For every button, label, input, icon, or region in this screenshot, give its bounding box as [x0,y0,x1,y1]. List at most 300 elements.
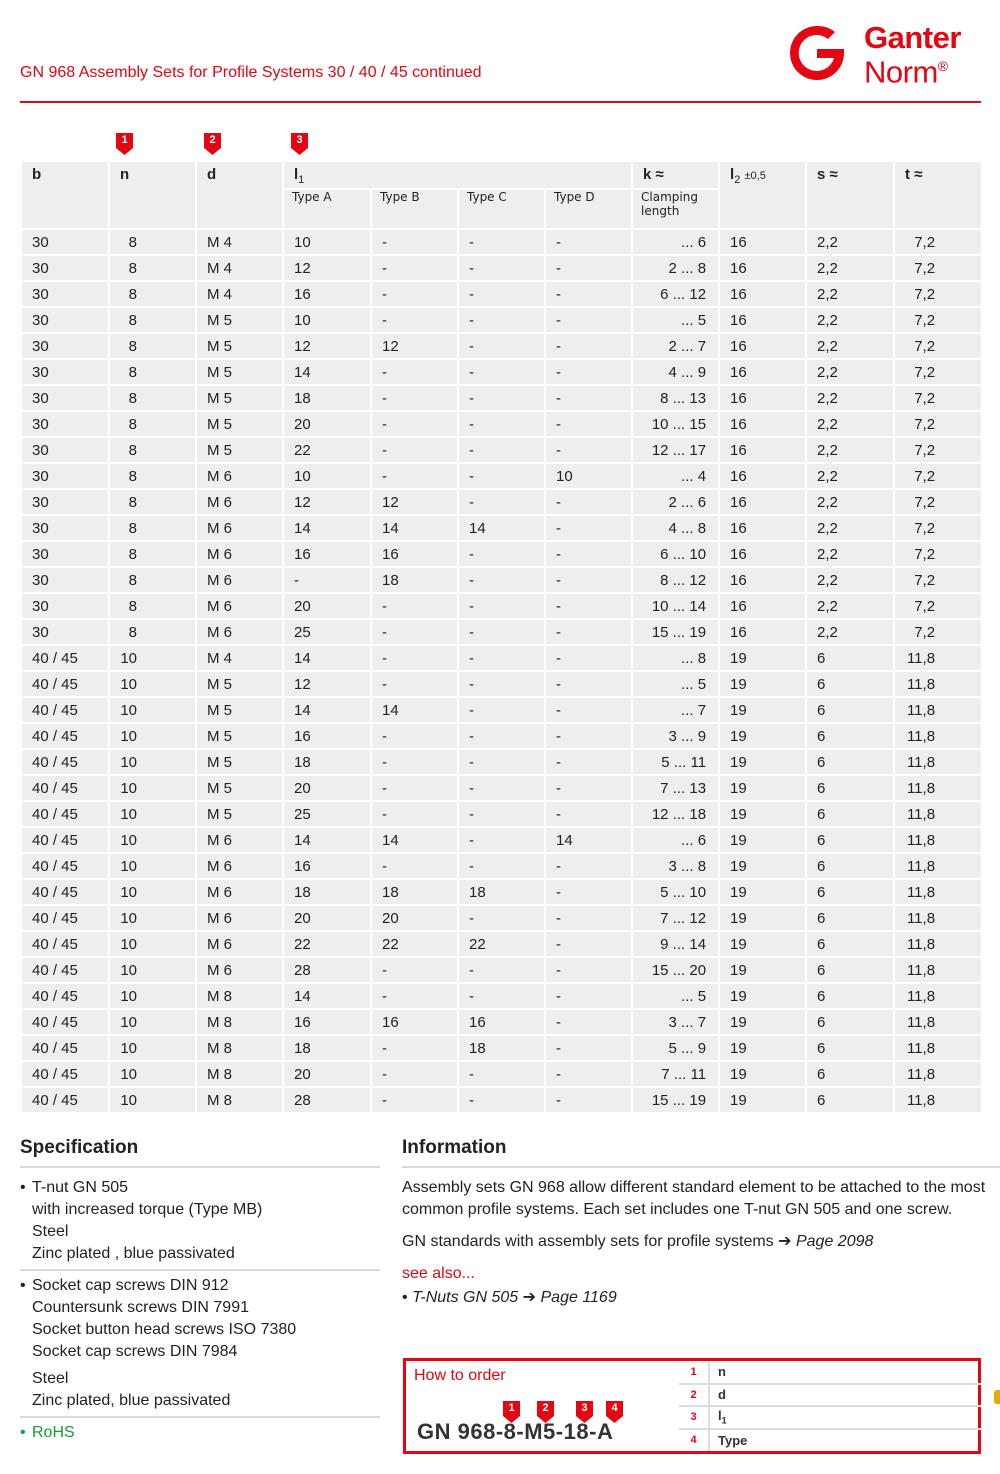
cell-d: M 5 [196,307,283,333]
cell-d: M 5 [196,333,283,359]
table-row [21,515,982,541]
cell-b: 40 / 45 [21,671,109,697]
cell-t: 7,2 [894,541,982,567]
ganter-logo-mark-icon [784,22,850,84]
order-code: GN 968-8-M5-18-A [417,1419,614,1444]
cell-l1-type-a: 12 [283,671,371,697]
cell-b: 30 [21,541,109,567]
cell-l1-type-b: - [371,957,458,983]
table-row [21,463,982,489]
cell-n: 8 [109,281,196,307]
cell-l1-type-d: - [545,723,632,749]
specification-divider [20,1166,380,1168]
cell-b: 40 / 45 [21,853,109,879]
cell-k: ... 6 [632,827,719,853]
cell-d: M 6 [196,463,283,489]
specification-list [20,1177,380,1448]
information-divider [402,1166,1000,1168]
cell-t: 11,8 [894,723,982,749]
cell-l2: 19 [719,775,806,801]
table-row [21,983,982,1009]
cell-l1-type-a: 25 [283,619,371,645]
cell-l2: 16 [719,437,806,463]
cell-b: 30 [21,229,109,255]
cell-l1-type-a: 28 [283,957,371,983]
see-also-link[interactable]: • T-Nuts GN 505 ➔ Page 1169 [402,1289,617,1306]
cell-l1-type-a: 16 [283,1009,371,1035]
cell-n: 8 [109,515,196,541]
page-link-1169[interactable]: Page 1169 [540,1289,617,1306]
cell-l2: 19 [719,905,806,931]
cell-t: 11,8 [894,905,982,931]
order-legend-row: 2 d [679,1384,981,1407]
cell-s: 2,2 [806,333,894,359]
cell-l1-type-a: 18 [283,879,371,905]
cell-l1-type-b: - [371,645,458,671]
cell-t: 7,2 [894,359,982,385]
cell-l1-type-b: - [371,307,458,333]
cell-b: 30 [21,255,109,281]
cell-l1-type-a: 20 [283,775,371,801]
cell-s: 2,2 [806,437,894,463]
cell-l1-type-d: - [545,515,632,541]
cell-s: 6 [806,671,894,697]
order-marker-4: 4 [606,1401,623,1423]
cell-t: 7,2 [894,281,982,307]
cell-k: ... 8 [632,645,719,671]
page-link-2098[interactable]: Page 2098 [795,1233,874,1250]
cell-s: 6 [806,775,894,801]
cell-s: 6 [806,801,894,827]
cell-l1-type-c: - [458,489,545,515]
cell-l1-type-d: - [545,489,632,515]
cell-n: 10 [109,801,196,827]
cell-l1-type-b: 22 [371,931,458,957]
cell-b: 40 / 45 [21,723,109,749]
cell-d: M 8 [196,1061,283,1087]
cell-l1-type-c: - [458,697,545,723]
cell-l1-type-a: 18 [283,1035,371,1061]
cell-l1-type-a: 14 [283,359,371,385]
cell-l1-type-d: - [545,437,632,463]
cell-t: 7,2 [894,333,982,359]
cell-k: ... 6 [632,229,719,255]
cell-n: 8 [109,593,196,619]
cell-b: 40 / 45 [21,879,109,905]
cell-s: 2,2 [806,307,894,333]
cell-l1-type-b: - [371,775,458,801]
table-row [21,671,982,697]
cell-l1-type-a: 12 [283,255,371,281]
cell-t: 11,8 [894,697,982,723]
cell-l1-type-c: - [458,983,545,1009]
cell-b: 40 / 45 [21,1061,109,1087]
cell-l1-type-d: - [545,1061,632,1087]
cell-l1-type-b: - [371,983,458,1009]
cell-s: 2,2 [806,515,894,541]
cell-d: M 6 [196,593,283,619]
cell-l2: 16 [719,411,806,437]
cell-l1-type-a: 28 [283,1087,371,1113]
cell-l1-type-d: - [545,359,632,385]
cell-l1-type-d: - [545,1009,632,1035]
information-reference: GN standards with assembly sets for profile systems ➔ Page 2098 [402,1233,874,1250]
cell-l2: 19 [719,827,806,853]
cell-l1-type-c: - [458,671,545,697]
cell-b: 40 / 45 [21,931,109,957]
cell-k: 3 ... 7 [632,1009,719,1035]
cell-l1-type-c: - [458,359,545,385]
cell-l1-type-b: 14 [371,697,458,723]
cell-l1-type-c: 18 [458,879,545,905]
table-row [21,905,982,931]
table-row [21,411,982,437]
cell-d: M 8 [196,1087,283,1113]
cell-l1-type-c: - [458,567,545,593]
table-row [21,229,982,255]
cell-n: 10 [109,1061,196,1087]
cell-k: 15 ... 19 [632,619,719,645]
table-row [21,359,982,385]
cell-l1-type-a: 20 [283,905,371,931]
cell-k: 3 ... 9 [632,723,719,749]
cell-b: 40 / 45 [21,775,109,801]
cell-s: 2,2 [806,619,894,645]
cell-l1-type-d: - [545,307,632,333]
cell-k: ... 5 [632,307,719,333]
cell-l1-type-c: - [458,957,545,983]
dimensions-table [20,160,983,1114]
cell-s: 2,2 [806,281,894,307]
information-paragraph: Assembly sets GN 968 allow different standard element to be attached to the most common profile systems. Each set includes one T-nut GN 505 and one screw. [402,1179,986,1218]
cell-l1-type-d: 14 [545,827,632,853]
cell-b: 30 [21,515,109,541]
cell-l1-type-a: 20 [283,593,371,619]
cell-l1-type-d: - [545,905,632,931]
cell-d: M 5 [196,411,283,437]
table-row [21,931,982,957]
cell-l2: 19 [719,645,806,671]
cell-s: 2,2 [806,359,894,385]
cell-k: 6 ... 10 [632,541,719,567]
cell-l1-type-c: - [458,905,545,931]
cell-k: 5 ... 9 [632,1035,719,1061]
table-row [21,619,982,645]
header-n: n [109,161,196,229]
cell-n: 8 [109,229,196,255]
title-divider [20,101,981,103]
cell-d: M 5 [196,801,283,827]
cell-l1-type-a: 22 [283,931,371,957]
logo-text-ganter: Ganter [864,20,961,55]
cell-b: 30 [21,463,109,489]
cell-k: 2 ... 7 [632,333,719,359]
cell-d: M 5 [196,775,283,801]
cell-l1-type-c: - [458,775,545,801]
cell-l1-type-a: 25 [283,801,371,827]
cell-l1-type-a: 18 [283,749,371,775]
cell-b: 30 [21,437,109,463]
cell-k: ... 5 [632,671,719,697]
cell-n: 8 [109,307,196,333]
subheader-type-d: Type D [545,189,632,229]
cell-l1-type-a: 14 [283,983,371,1009]
table-row [21,437,982,463]
cell-l1-type-d: - [545,853,632,879]
cell-l2: 16 [719,489,806,515]
order-marker-2: 2 [537,1401,554,1423]
cell-l1-type-c: - [458,541,545,567]
cell-l1-type-d: - [545,333,632,359]
cell-b: 30 [21,567,109,593]
cell-d: M 5 [196,671,283,697]
cell-l2: 16 [719,619,806,645]
cell-b: 30 [21,281,109,307]
table-row [21,879,982,905]
cell-s: 2,2 [806,411,894,437]
logo-text-norm: Norm [864,54,938,90]
cell-l1-type-d: - [545,931,632,957]
cell-s: 6 [806,1087,894,1113]
cell-n: 10 [109,983,196,1009]
cell-t: 11,8 [894,749,982,775]
cell-d: M 8 [196,1009,283,1035]
cell-l2: 16 [719,567,806,593]
table-row [21,567,982,593]
cell-b: 30 [21,593,109,619]
cell-k: 5 ... 10 [632,879,719,905]
cell-l1-type-d: - [545,411,632,437]
cell-d: M 4 [196,281,283,307]
column-marker-n: 1 [116,133,133,155]
cell-l2: 16 [719,385,806,411]
registered-mark: ® [937,58,948,74]
cell-n: 8 [109,489,196,515]
cell-l1-type-c: - [458,749,545,775]
table-row [21,1009,982,1035]
cell-s: 2,2 [806,593,894,619]
table-row [21,1087,982,1113]
cell-s: 2,2 [806,255,894,281]
cell-l1-type-a: 14 [283,515,371,541]
cell-d: M 5 [196,359,283,385]
cell-d: M 5 [196,749,283,775]
cell-d: M 6 [196,567,283,593]
cell-t: 11,8 [894,1035,982,1061]
cell-l1-type-a: 10 [283,463,371,489]
cell-l2: 16 [719,515,806,541]
cell-l1-type-b: - [371,437,458,463]
cell-t: 11,8 [894,1087,982,1113]
cell-t: 7,2 [894,567,982,593]
arrow-right-icon: ➔ [778,1233,792,1250]
specification-heading: Specification [20,1137,139,1158]
cell-k: 7 ... 13 [632,775,719,801]
spec-divider-2 [20,1416,380,1418]
cell-l1-type-d: - [545,697,632,723]
table-row [21,281,982,307]
column-marker-l1: 3 [291,133,308,155]
cell-l1-type-a: 16 [283,281,371,307]
cell-n: 10 [109,1035,196,1061]
cell-k: 2 ... 8 [632,255,719,281]
cell-t: 7,2 [894,593,982,619]
cell-l1-type-d: - [545,619,632,645]
cell-n: 10 [109,723,196,749]
cell-n: 8 [109,541,196,567]
cell-l1-type-c: 14 [458,515,545,541]
cell-l1-type-c: 18 [458,1035,545,1061]
cell-l2: 19 [719,801,806,827]
cell-k: 10 ... 15 [632,411,719,437]
cell-k: 10 ... 14 [632,593,719,619]
table-row [21,801,982,827]
cell-s: 2,2 [806,489,894,515]
cell-l1-type-b: - [371,385,458,411]
cell-k: 12 ... 17 [632,437,719,463]
cell-d: M 5 [196,385,283,411]
subheader-clamping-length: Clamping length [632,189,719,229]
header-l2: $l_2 \pm 0,5$ [719,161,806,229]
cell-k: 2 ... 6 [632,489,719,515]
cell-t: 11,8 [894,801,982,827]
cell-l1-type-b: 18 [371,879,458,905]
cell-l1-type-c: - [458,437,545,463]
cell-t: 11,8 [894,957,982,983]
cell-b: 30 [21,489,109,515]
cell-t: 7,2 [894,437,982,463]
cell-s: 2,2 [806,567,894,593]
cell-s: 6 [806,983,894,1009]
table-row [21,333,982,359]
page-title: GN 968 Assembly Sets for Profile Systems 30 / 40 / 45 continued [20,64,482,81]
subheader-type-c: Type C [458,189,545,229]
cell-l1-type-d: - [545,567,632,593]
cell-n: 8 [109,385,196,411]
cell-l1-type-a: 16 [283,541,371,567]
cell-d: M 5 [196,437,283,463]
cell-l1-type-c: - [458,593,545,619]
cell-s: 6 [806,645,894,671]
table-row [21,853,982,879]
cell-l1-type-b: - [371,229,458,255]
cell-l1-type-a: 16 [283,723,371,749]
cell-t: 11,8 [894,1009,982,1035]
table-row [21,307,982,333]
cell-b: 40 / 45 [21,1009,109,1035]
cell-l2: 19 [719,671,806,697]
header-k: k ≈ [632,161,719,189]
spec-item-screws: • Socket cap screws DIN 912 Countersunk screws DIN 7991 Socket button head screws ISO 7380 Socket cap screws DIN 7984 Steel Zinc plated, blue passivated [20,1277,297,1409]
cell-t: 7,2 [894,255,982,281]
table-row [21,645,982,671]
cell-t: 11,8 [894,879,982,905]
cell-s: 6 [806,723,894,749]
cell-l1-type-a: 14 [283,697,371,723]
cell-s: 6 [806,1061,894,1087]
cell-t: 11,8 [894,671,982,697]
cell-t: 7,2 [894,385,982,411]
cell-l1-type-b: - [371,1061,458,1087]
cell-k: 12 ... 18 [632,801,719,827]
cell-l1-type-c: - [458,463,545,489]
cell-l1-type-a: - [283,567,371,593]
cell-t: 11,8 [894,853,982,879]
cell-n: 8 [109,359,196,385]
cell-l2: 19 [719,853,806,879]
cell-l2: 16 [719,281,806,307]
cell-s: 6 [806,905,894,931]
cell-l1-type-c: - [458,255,545,281]
cell-t: 7,2 [894,463,982,489]
cell-l1-type-c: - [458,307,545,333]
cell-n: 10 [109,671,196,697]
information-heading: Information [402,1137,507,1158]
cell-n: 8 [109,463,196,489]
cell-l2: 16 [719,307,806,333]
table-row [21,697,982,723]
cell-l1-type-c: - [458,281,545,307]
cell-l1-type-d: - [545,1035,632,1061]
cell-s: 6 [806,1035,894,1061]
cell-t: 7,2 [894,619,982,645]
cell-l2: 19 [719,1061,806,1087]
cell-l1-type-a: 10 [283,307,371,333]
cell-b: 30 [21,359,109,385]
header-l1: $l_1$ [283,161,632,189]
cell-k: 6 ... 12 [632,281,719,307]
cell-b: 40 / 45 [21,1035,109,1061]
page-edge-tab [994,1390,1000,1404]
cell-l2: 19 [719,983,806,1009]
order-legend-row: 1 n [679,1361,981,1384]
table-row [21,1035,982,1061]
cell-s: 6 [806,827,894,853]
cell-l1-type-b: 12 [371,333,458,359]
cell-n: 10 [109,931,196,957]
ganter-norm-logo [784,20,984,90]
cell-s: 6 [806,749,894,775]
cell-b: 40 / 45 [21,905,109,931]
cell-t: 11,8 [894,983,982,1009]
cell-l1-type-d: - [545,749,632,775]
cell-l2: 16 [719,541,806,567]
cell-b: 30 [21,333,109,359]
cell-n: 10 [109,1009,196,1035]
order-legend-row: 4 Type [679,1429,981,1452]
cell-n: 10 [109,879,196,905]
cell-n: 10 [109,645,196,671]
table-row [21,593,982,619]
cell-s: 6 [806,853,894,879]
cell-l1-type-b: - [371,723,458,749]
table-body [21,229,982,1113]
subheader-type-a: Type A [283,189,371,229]
cell-k: 8 ... 13 [632,385,719,411]
cell-n: 8 [109,437,196,463]
cell-k: 9 ... 14 [632,931,719,957]
cell-k: 15 ... 20 [632,957,719,983]
cell-k: 4 ... 8 [632,515,719,541]
cell-d: M 6 [196,879,283,905]
cell-n: 10 [109,697,196,723]
cell-l2: 19 [719,931,806,957]
cell-d: M 6 [196,853,283,879]
cell-l1-type-b: - [371,1087,458,1113]
cell-l1-type-a: 16 [283,853,371,879]
cell-t: 11,8 [894,827,982,853]
cell-d: M 8 [196,983,283,1009]
